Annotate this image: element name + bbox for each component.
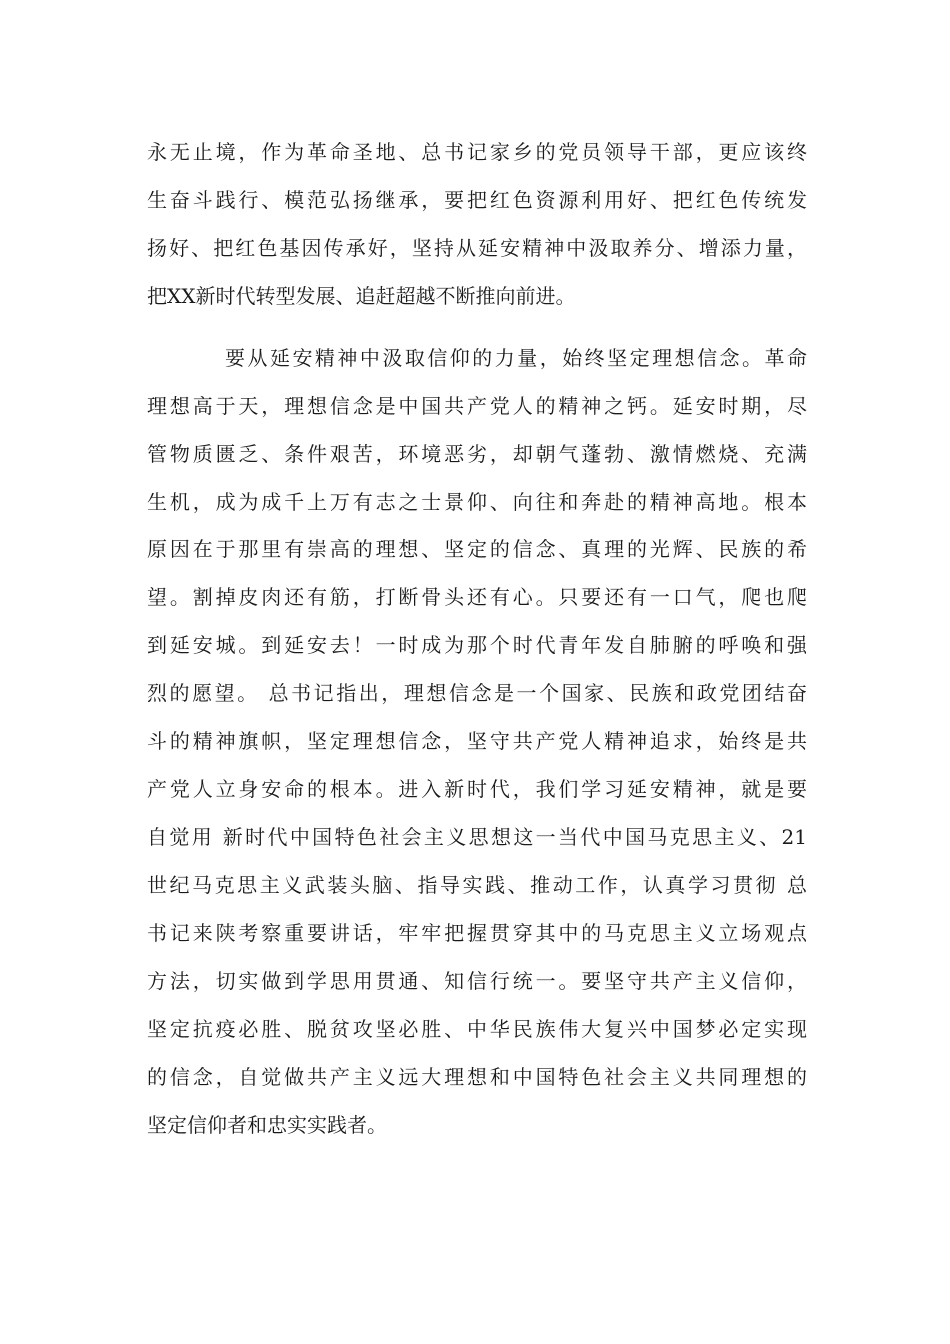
paragraph-line: 斗的精神旗帜，坚定理想信念，坚守共产党人精神追求，始终是共 bbox=[147, 729, 807, 753]
paragraph-line: 产党人立身安命的根本。进入新时代，我们学习延安精神，就是要 bbox=[147, 777, 807, 801]
paragraph-line: 永无止境，作为革命圣地、总书记家乡的党员领导干部，更应该终 bbox=[147, 140, 807, 164]
paragraph-line: 坚定信仰者和忠实实践者。 bbox=[147, 1113, 387, 1137]
paragraph-line: 书记来陕考察重要讲话，牢牢把握贯穿其中的马克思主义立场观点 bbox=[147, 921, 807, 945]
paragraph-line: 自觉用 新时代中国特色社会主义思想这一当代中国马克思主义、21 bbox=[147, 825, 807, 849]
paragraph-line: 烈的愿望。 总书记指出，理想信念是一个国家、民族和政党团结奋 bbox=[147, 681, 807, 705]
paragraph-line: 世纪马克思主义武装头脑、指导实践、推动工作，认真学习贯彻 总 bbox=[147, 873, 807, 897]
paragraph-line: 的信念，自觉做共产主义远大理想和中国特色社会主义共同理想的 bbox=[147, 1065, 807, 1089]
paragraph-line: 理想高于天，理想信念是中国共产党人的精神之钙。延安时期，尽 bbox=[147, 394, 807, 418]
paragraph-line: 生机，成为成千上万有志之士景仰、向往和奔赴的精神高地。根本 bbox=[147, 490, 807, 514]
paragraph-line: 扬好、把红色基因传承好，坚持从延安精神中汲取养分、增添力量， bbox=[147, 236, 807, 260]
paragraph-line: 方法，切实做到学思用贯通、知信行统一。要坚守共产主义信仰， bbox=[147, 969, 807, 993]
paragraph-line: 生奋斗践行、模范弘扬继承，要把红色资源利用好、把红色传统发 bbox=[147, 188, 807, 212]
paragraph-line: 管物质匮乏、条件艰苦，环境恶劣，却朝气蓬勃、激情燃烧、充满 bbox=[147, 442, 807, 466]
paragraph-line: 原因在于那里有崇高的理想、坚定的信念、真理的光辉、民族的希 bbox=[147, 537, 807, 561]
paragraph-line: 到延安城。到延安去！一时成为那个时代青年发自肺腑的呼唤和强 bbox=[147, 633, 807, 657]
paragraph-line: 望。割掉皮肉还有筋，打断骨头还有心。只要还有一口气，爬也爬 bbox=[147, 585, 807, 609]
paragraph-line: 要从延安精神中汲取信仰的力量，始终坚定理想信念。革命 bbox=[225, 346, 807, 370]
paragraph-line: 把XX新时代转型发展、追赶超越不断推向前进。 bbox=[147, 284, 576, 308]
paragraph-line: 坚定抗疫必胜、脱贫攻坚必胜、中华民族伟大复兴中国梦必定实现 bbox=[147, 1017, 807, 1041]
